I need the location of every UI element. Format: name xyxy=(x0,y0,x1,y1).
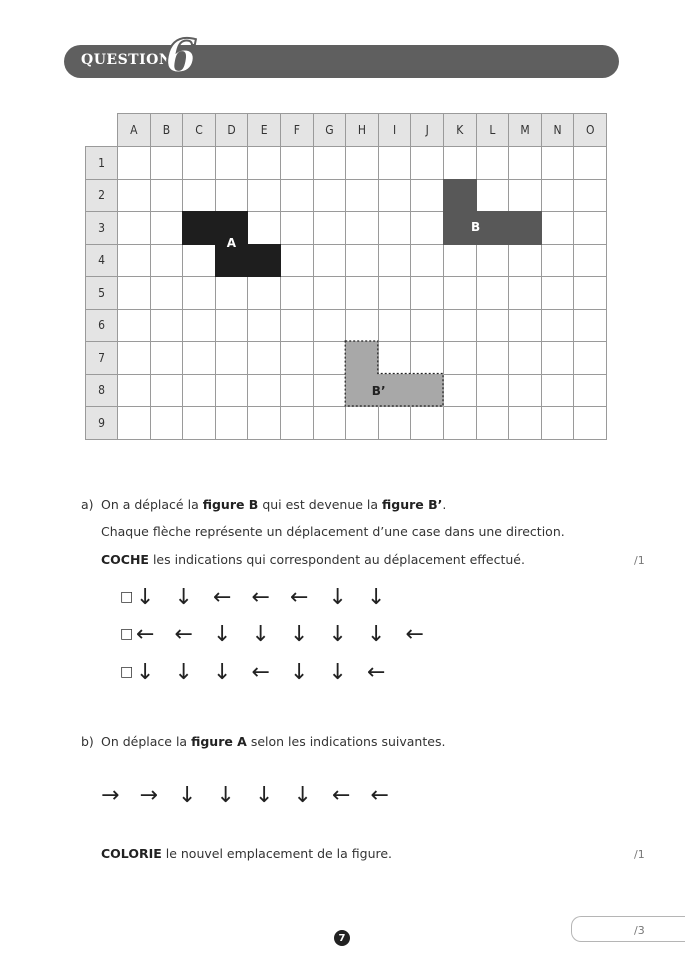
arrow-glyph: ← xyxy=(290,585,309,610)
total-score-box xyxy=(571,916,685,942)
question-number: 6 xyxy=(165,29,198,83)
option-checkbox[interactable]: □ xyxy=(120,664,134,680)
part-a-explanation: Chaque flèche représente un déplacement d’une case dans une direction. xyxy=(101,524,565,539)
row-header: 7 xyxy=(85,341,118,375)
column-header: E xyxy=(247,113,281,147)
arrow-glyph: ↓ xyxy=(174,660,193,685)
arrow-glyph: ↓ xyxy=(367,622,386,647)
arrow-glyph: ↓ xyxy=(328,622,347,647)
row-header: 2 xyxy=(85,179,118,213)
arrow-glyph: ← xyxy=(213,585,232,610)
arrow-glyph: ↓ xyxy=(328,660,347,685)
row-header: 8 xyxy=(85,374,118,408)
part-b-task: COLORIE le nouvel emplacement de la figure. xyxy=(101,846,393,861)
column-header: I xyxy=(378,113,412,147)
question-label: QUESTION xyxy=(81,52,173,68)
part-b-marker: b) xyxy=(81,734,94,749)
column-header: H xyxy=(345,113,379,147)
column-header: F xyxy=(280,113,314,147)
arrow-glyph: ↓ xyxy=(213,660,232,685)
arrow-glyph: ← xyxy=(136,622,155,647)
total-score: /3 xyxy=(634,924,645,937)
column-header: K xyxy=(443,113,477,147)
part-b-score: /1 xyxy=(634,848,645,861)
arrow-glyph: ← xyxy=(251,585,270,610)
part-a-score: /1 xyxy=(634,554,645,567)
arrow-glyph: ← xyxy=(174,622,193,647)
arrow-glyph: ← xyxy=(251,660,270,685)
arrow-glyph: ↓ xyxy=(290,660,309,685)
arrow-glyph: ↓ xyxy=(136,660,155,685)
column-header: M xyxy=(508,113,542,147)
figure-b-label: B xyxy=(471,220,481,234)
arrow-glyph: ← xyxy=(367,660,386,685)
arrow-glyph: ↓ xyxy=(216,783,235,808)
part-a-marker: a) xyxy=(81,497,94,512)
arrow-glyph: ↓ xyxy=(178,783,197,808)
arrow-glyph: ← xyxy=(332,783,351,808)
part-a-task: COCHE les indications qui correspondent au déplacement effectué. xyxy=(101,552,525,567)
column-header: C xyxy=(182,113,216,147)
arrow-glyph: ↓ xyxy=(293,783,312,808)
column-header: A xyxy=(117,113,151,147)
column-header: N xyxy=(541,113,575,147)
option-checkbox[interactable]: □ xyxy=(120,589,134,605)
arrow-glyph: ← xyxy=(405,622,424,647)
column-header: B xyxy=(150,113,184,147)
figure-a-label: A xyxy=(226,235,237,250)
arrow-glyph: ← xyxy=(370,783,389,808)
arrow-glyph: → xyxy=(101,783,120,808)
row-header: 1 xyxy=(85,146,118,180)
column-header: J xyxy=(410,113,444,147)
part-b-instruction: On déplace la figure A selon les indications suivantes. xyxy=(101,734,446,749)
arrow-glyph: → xyxy=(139,783,158,808)
column-header: O xyxy=(573,113,607,147)
arrow-glyph: ↓ xyxy=(136,585,155,610)
row-header: 9 xyxy=(85,406,118,440)
arrow-glyph: ↓ xyxy=(367,585,386,610)
figure-b-prime-label: B’ xyxy=(371,383,386,398)
row-header: 5 xyxy=(85,276,118,310)
arrow-glyph: ↓ xyxy=(255,783,274,808)
page-number: 7 xyxy=(334,930,350,946)
row-header: 4 xyxy=(85,244,118,278)
column-header: D xyxy=(215,113,249,147)
arrow-glyph: ↓ xyxy=(290,622,309,647)
row-header: 3 xyxy=(85,211,118,245)
arrow-glyph: ↓ xyxy=(213,622,232,647)
arrow-glyph: ↓ xyxy=(251,622,270,647)
arrow-glyph: ↓ xyxy=(174,585,193,610)
column-header: L xyxy=(476,113,510,147)
row-header: 6 xyxy=(85,309,118,343)
arrow-glyph: ↓ xyxy=(328,585,347,610)
option-checkbox[interactable]: □ xyxy=(120,626,134,642)
part-a-instruction: On a déplacé la figure B qui est devenue la figure B’. xyxy=(101,497,447,512)
column-header: G xyxy=(313,113,347,147)
